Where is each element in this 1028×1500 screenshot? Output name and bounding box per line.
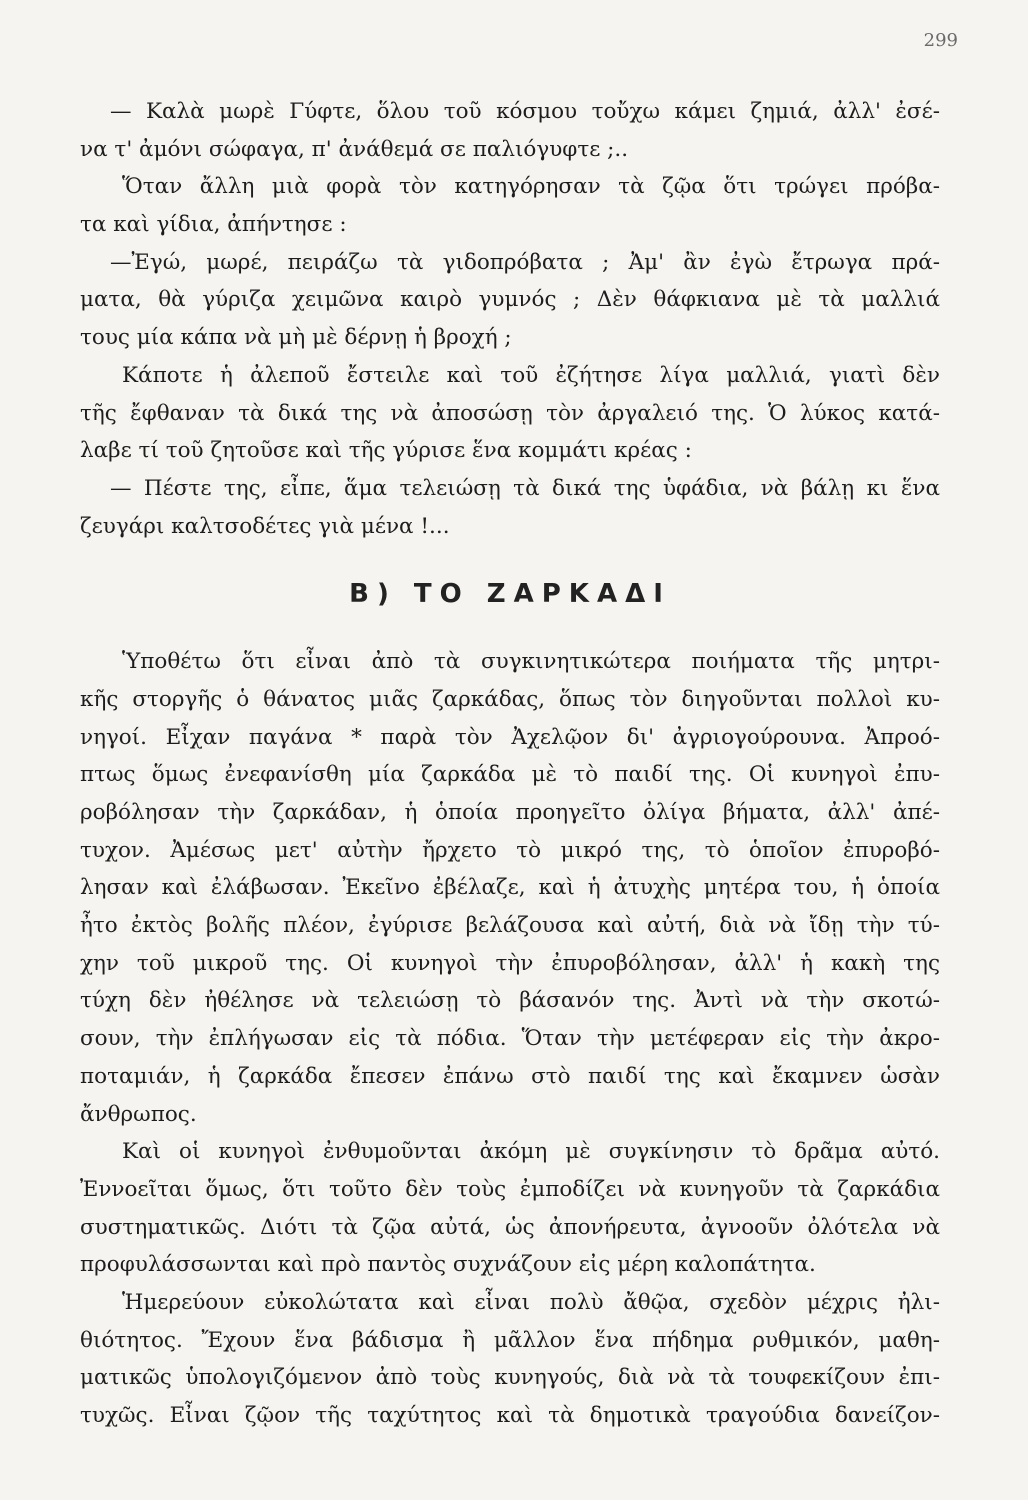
text-line: πτως ὅμως ἐνεφανίσθη μία ζαρκάδα μὲ τὸ παιδί της. Οἱ κυνηγοὶ ἐπυ- <box>80 762 940 788</box>
text-line: —Ἐγώ, μωρέ, πειράζω τὰ γιδοπρόβατα ; Ἀμ' ἂν ἐγὼ ἔτρωγα πρά- <box>110 249 940 275</box>
text-line: τῆς ἔφθαναν τὰ δικά της νὰ ἀποσώσῃ τὸν ἀργαλειό της. Ὁ λύκος κατά- <box>80 400 940 426</box>
text-line: Ἡμερεύουν εὐκολώτατα καὶ εἶναι πολὺ ἄθῷα, σχεδὸν μέχρις ἠλι- <box>122 1289 940 1315</box>
text-line: κῆς στοργῆς ὁ θάνατος μιᾶς ζαρκάδας, ὅπως τὸν διηγοῦνται πολλοὶ κυ- <box>80 686 940 712</box>
text-line: Ὅταν ἄλλη μιὰ φορὰ τὸν κατηγόρησαν τὰ ζῷα ὅτι τρώγει πρόβα- <box>122 174 940 200</box>
text-line: χην τοῦ μικροῦ της. Οἱ κυνηγοὶ τὴν ἐπυροβόλησαν, ἀλλ' ἡ κακὴ της <box>80 950 940 976</box>
text-line: Ὑποθέτω ὅτι εἶναι ἀπὸ τὰ συγκινητικώτερα ποιήματα τῆς μητρι- <box>122 649 940 675</box>
page-number: 299 <box>923 30 958 51</box>
text-line: τους μία κάπα νὰ μὴ μὲ δέρνῃ ἡ βροχή ; <box>80 325 512 351</box>
section-title: Β) ΤΟ ΖΑΡΚΑΔΙ <box>349 579 671 610</box>
text-line: τυχον. Ἀμέσως μετ' αὐτὴν ἤρχετο τὸ μικρό της, τὸ ὁποῖον ἐπυροβό- <box>80 837 940 863</box>
text-line: Ἐννοεῖται ὅμως, ὅτι τοῦτο δὲν τοὺς ἐμποδίζει νὰ κυνηγοῦν τὰ ζαρκάδια <box>80 1176 940 1202</box>
text-line: — Καλὰ μωρὲ Γύφτε, ὅλου τοῦ κόσμου τοὔχω κάμει ζημιά, ἀλλ' ἐσέ- <box>110 99 940 124</box>
text-line: ματα, θὰ γύριζα χειμῶνα καιρὸ γυμνός ; Δὲν θάφκιανα μὲ τὰ μαλλιά <box>80 287 940 313</box>
text-line: Καὶ οἱ κυνηγοὶ ἐνθυμοῦνται ἀκόμη μὲ συγκίνησιν τὸ δρᾶμα αὐτό. <box>122 1139 940 1165</box>
text-line: ποταμιάν, ἡ ζαρκάδα ἔπεσεν ἐπάνω στὸ παιδί της καὶ ἔκαμνεν ὡσὰν <box>80 1063 940 1089</box>
text-line: τύχη δὲν ἠθέλησε νὰ τελειώσῃ τὸ βάσανόν της. Ἀντὶ νὰ τὴν σκοτώ- <box>80 988 940 1014</box>
text-line: θιότητος. Ἔχουν ἕνα βάδισμα ἢ μᾶλλον ἕνα πήδημα ρυθμικόν, μαθη- <box>80 1327 940 1353</box>
text-line: Κάποτε ἡ ἀλεποῦ ἔστειλε καὶ τοῦ ἐζήτησε λίγα μαλλιά, γιατὶ δὲν <box>122 362 940 388</box>
text-line: νηγοί. Εἶχαν παγάνα * παρὰ τὸν Ἀχελῷον δι' ἀγριογούρουνα. Ἀπροό- <box>80 724 940 750</box>
text-line: προφυλάσσωνται καὶ πρὸ παντὸς συχνάζουν εἰς μέρη καλοπάτητα. <box>80 1252 816 1278</box>
text-line: ἄνθρωπος. <box>80 1101 197 1127</box>
text-line: λησαν καὶ ἐλάβωσαν. Ἐκεῖνο ἐβέλαζε, καὶ ἡ ἀτυχὴς μητέρα του, ἡ ὁποία <box>80 875 940 901</box>
text-line: τα καὶ γίδια, ἀπήντησε : <box>80 212 347 238</box>
text-line: ἦτο ἐκτὸς βολῆς πλέον, ἐγύρισε βελάζουσα καὶ αὐτή, διὰ νὰ ἴδῃ τὴν τύ- <box>80 913 940 939</box>
text-line: ματικῶς ὑπολογιζόμενον ἀπὸ τοὺς κυνηγούς, διὰ νὰ τὰ τουφεκίζουν ἐπι- <box>80 1365 940 1391</box>
text-line: ζευγάρι καλτσοδέτες γιὰ μένα !... <box>80 513 450 539</box>
text-line: τυχῶς. Εἶναι ζῷον τῆς ταχύτητος καὶ τὰ δημοτικὰ τραγούδια δανείζον- <box>80 1403 940 1428</box>
text-line: λαβε τί τοῦ ζητοῦσε καὶ τῆς γύρισε ἕνα κομμάτι κρέας : <box>80 438 692 464</box>
text-line: — Πέστε της, εἶπε, ἅμα τελειώσῃ τὰ δικά της ὑφάδια, νὰ βάλῃ κι ἕνα <box>110 475 940 501</box>
text-line: να τ' ἀμόνι σώφαγα, π' ἀνάθεμά σε παλιόγυφτε ;.. <box>80 136 629 162</box>
text-line: σουν, τὴν ἐπλήγωσαν εἰς τὰ πόδια. Ὅταν τὴν μετέφεραν εἰς τὴν ἀκρο- <box>80 1026 940 1052</box>
page-text <box>80 93 940 1435</box>
text-line: συστηματικῶς. Διότι τὰ ζῷα αὐτά, ὡς ἀπονήρευτα, ἀγνοοῦν ὀλότελα νὰ <box>80 1214 940 1240</box>
text-line: ροβόλησαν τὴν ζαρκάδαν, ἡ ὁποία προηγεῖτο ὀλίγα βήματα, ἀλλ' ἀπέ- <box>80 800 940 825</box>
